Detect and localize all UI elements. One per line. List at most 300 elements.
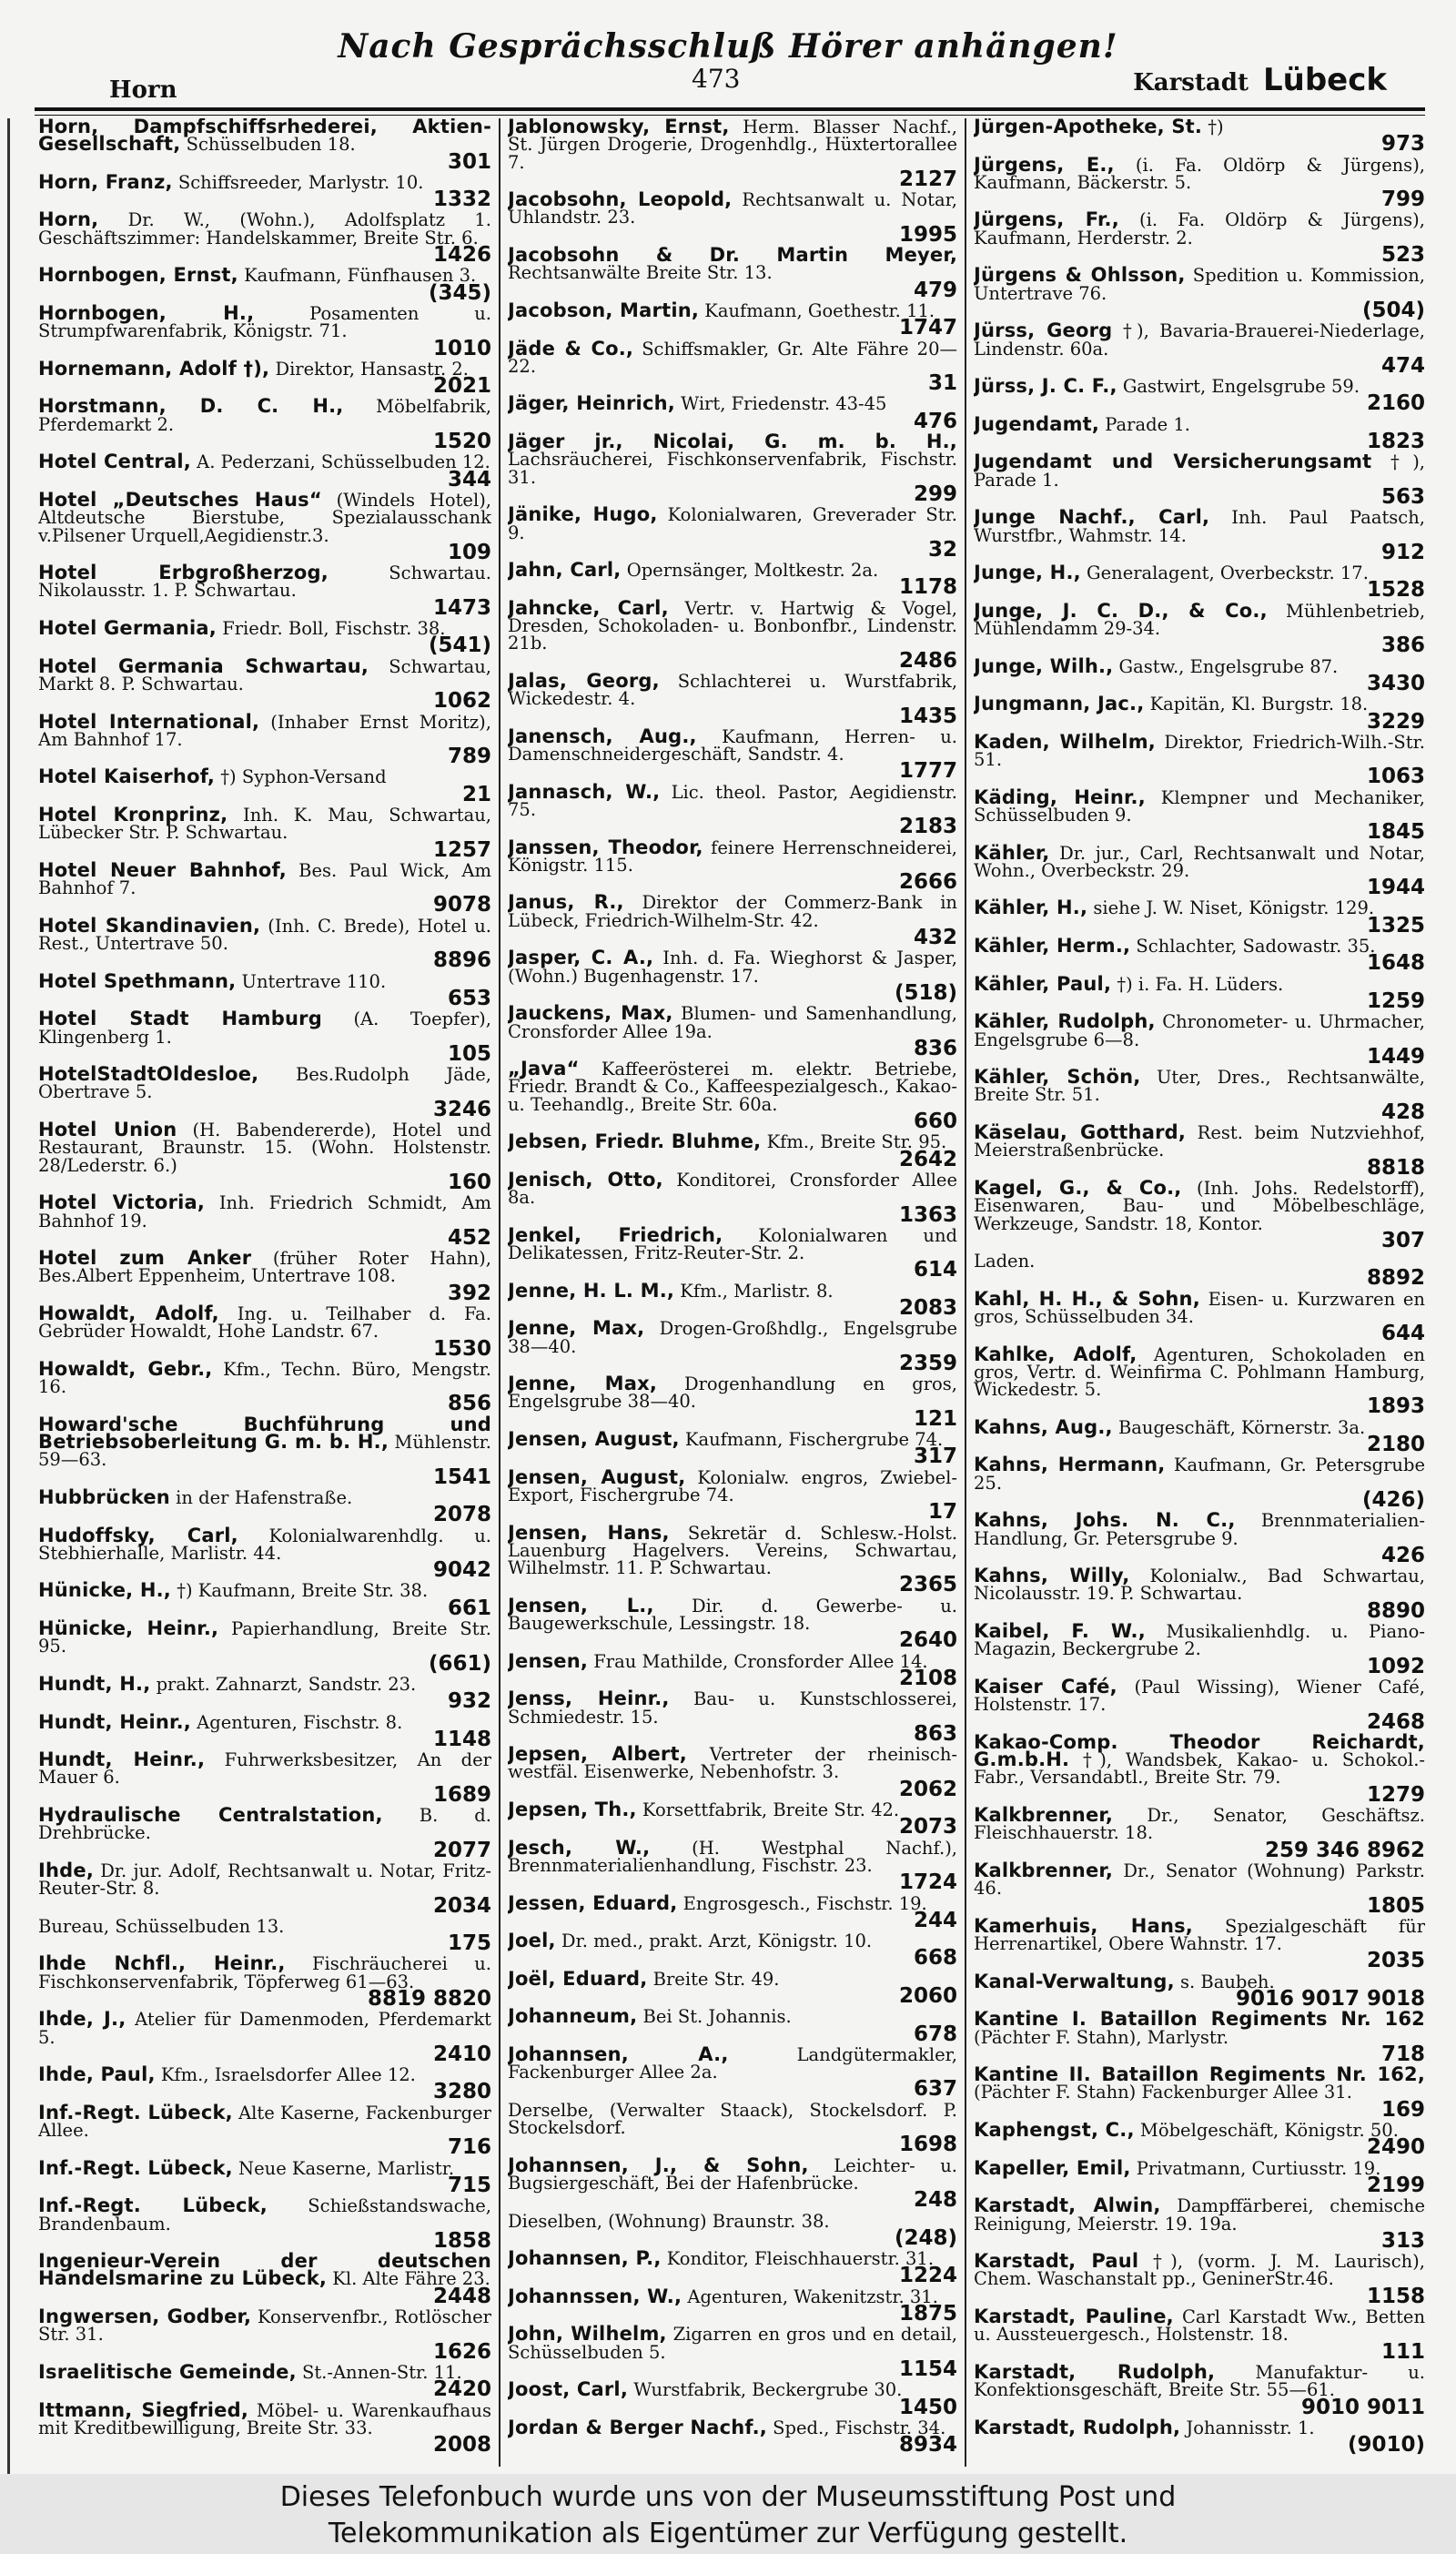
phone-number: 637 (913, 2077, 957, 2102)
entry-name: Kagel, G., & Co., (974, 1176, 1182, 1199)
directory-entry (508, 1223, 957, 1282)
directory-entry (38, 914, 491, 973)
phone-number: 836 (913, 1036, 957, 1060)
entry-name: Kähler, Schön, (974, 1066, 1141, 1089)
entry-body (508, 2042, 957, 2083)
entry-details: Sekretär d. Schlesw.-Holst. Lauenburg Hagelvers. Vereins, Schwartau, Wilhelmstr. 11. P. Schwartau. (508, 1522, 957, 1579)
phone-number-line (508, 1444, 957, 1469)
directory-entry (508, 392, 957, 433)
phone-number-line (508, 1258, 957, 1282)
entry-details: in der Hafenstraße. (176, 1486, 353, 1508)
phone-number: 1724 (898, 1870, 957, 1895)
entry-details: †), (vorm. J. M. Laurisch), Chem. Waschanstalt pp., GeninerStr.46. (974, 2251, 1425, 2290)
phone-number-line (508, 1666, 957, 1690)
entry-name: Jahncke, Carl, (508, 596, 669, 619)
entry-name: Kahns, Aug., (974, 1415, 1113, 1438)
entry-details: (Paul Wissing), Wiener Café, Holstenstr. 17. (974, 1676, 1425, 1716)
entry-details: Ing. u. Teilhaber d. Fa. Gebrüder Howaldt, Hohe Landstr. 67. (38, 1303, 491, 1343)
entry-details: Rest. beim Nutzviehhof, Meierstraßenbrücke. (974, 1122, 1425, 1161)
entry-name: Kahns, Johs. N. C., (974, 1509, 1236, 1532)
directory-entry (508, 2285, 957, 2326)
entry-details: Konservenfbr., Rotlöscher Str. 31. (38, 2306, 491, 2346)
entry-details: Uter, Dres., Rechtsanwälte, Breite Str. 51. (974, 1067, 1425, 1106)
phone-number: 1530 (432, 1336, 491, 1361)
phone-number-line (974, 353, 1425, 378)
phone-number-line (38, 1170, 491, 1194)
directory-entry (508, 2323, 957, 2381)
phone-number: 426 (1380, 1543, 1425, 1567)
phone-number: 932 (447, 1689, 491, 1714)
phone-number-line (38, 1097, 491, 1121)
phone-number-line (508, 1721, 957, 1746)
phone-number: 668 (913, 1946, 957, 1971)
phone-number: 2468 (1366, 1709, 1425, 1734)
entry-details: Bes. Paul Wick, Am Bahnhof 7. (38, 859, 491, 899)
entry-name: Hotel Victoria, (38, 1191, 206, 1214)
phone-number: 1363 (898, 1202, 957, 1227)
phone-number: (518) (894, 980, 957, 1005)
directory-entry (974, 412, 1425, 454)
entry-details: Vertr. v. Hartwig & Vogel, Dresden, Schokoladen- u. Bonbonfbr., Lindenstr. 21b. (508, 597, 957, 654)
phone-number: 3280 (432, 2080, 491, 2104)
phone-number-line (974, 1654, 1425, 1678)
directory-entry (508, 1317, 957, 1375)
phone-number-line (38, 1931, 491, 1956)
phone-number: 2060 (898, 1983, 957, 2008)
entry-body (974, 1675, 1425, 1716)
entry-details: (A. Toepfer), Klingenberg 1. (38, 1008, 491, 1048)
entry-details: Kaffeerösterei m. elektr. Betriebe, Friedr. Brandt & Co., Kaffeespezialgesch., Kakao- u. Teehandlg., Breite Str. 60a. (508, 1059, 957, 1115)
entry-details: Dampffärberei, chemische Reinigung, Meierstr. 19. 19a. (974, 2195, 1425, 2235)
entry-details: Schießstandswache, Brandenbaum. (38, 2195, 491, 2235)
directory-entry (508, 2005, 957, 2046)
entry-body (974, 118, 1425, 136)
phone-number: 1541 (432, 1464, 491, 1489)
phone-number: 1747 (898, 316, 957, 340)
directory-entry (974, 693, 1425, 734)
entry-details: s. Baubeh. (1179, 1971, 1275, 1992)
directory-entry (508, 1465, 957, 1525)
directory-entry (974, 1804, 1425, 1862)
phone-number: 2077 (432, 1838, 491, 1862)
entry-name: Karstadt, Rudolph, (974, 2416, 1181, 2438)
entry-body (38, 1247, 491, 1287)
entry-body (38, 1413, 491, 1471)
directory-entry (38, 170, 491, 212)
phone-number-line (508, 1296, 957, 1320)
phone-number-line (974, 2433, 1425, 2458)
phone-number: 244 (913, 1908, 957, 1932)
entry-details: Fischräucherei u. Fischkonservenfabrik, Töpferweg 61—63. (38, 1953, 491, 1992)
entry-details: Inh. d. Fa. Wieghorst & Jasper, (Wohn.) Bugenhagenstr. 17. (508, 948, 957, 987)
entry-name: Kantine II. Bataillon Regiments Nr. 162, (974, 2063, 1425, 2086)
entry-details: Direktor der Commerz-Bank in Lübeck, Friedrich-Wilhelm-Str. 42. (508, 892, 957, 931)
entry-name: Ihde, Paul, (38, 2063, 156, 2086)
directory-entry (974, 208, 1425, 268)
entry-body (508, 1687, 957, 1728)
directory-entry (974, 1970, 1425, 2011)
phone-number: 1858 (432, 2228, 491, 2253)
entry-body (974, 2156, 1425, 2179)
entry-name: Jablonowsky, Ernst, (508, 118, 730, 137)
directory-entry (38, 1859, 491, 1918)
entry-details: Kolonialw. engros, Zwiebel-Export, Fischergrube 74. (508, 1466, 957, 1505)
directory-entry (508, 1891, 957, 1932)
entry-name: Jürgens & Ohlsson, (974, 264, 1186, 287)
directory-entry (508, 596, 957, 673)
phone-number: 2180 (1366, 1433, 1425, 1457)
phone-number: 1698 (898, 2133, 957, 2157)
phone-number-line (974, 391, 1425, 416)
directory-entry (974, 1251, 1425, 1291)
entry-name: Junge Nachf., Carl, (974, 506, 1210, 529)
entry-name: Ingwersen, Godber, (38, 2306, 252, 2328)
entry-body (974, 972, 1425, 995)
phone-number-line (974, 1543, 1425, 1567)
phone-number-line (38, 633, 491, 658)
entry-body (38, 765, 491, 788)
entry-name: Kähler, Paul, (974, 972, 1112, 995)
phone-number: 1062 (432, 689, 491, 714)
entry-name: Kalkbrenner, (974, 1859, 1114, 1881)
entry-name: Jenne, Max, (508, 1317, 645, 1340)
entry-name: Kaphengst, C., (974, 2119, 1135, 2142)
phone-number: 2359 (898, 1351, 957, 1375)
entry-body (508, 669, 957, 710)
phone-number-line (974, 1394, 1425, 1419)
phone-number: 2127 (898, 167, 957, 191)
directory-entry (974, 2119, 1425, 2160)
header-rule-thin (35, 115, 1425, 116)
entry-body (974, 599, 1425, 640)
entry-details: Mühlenbetrieb, Mühlendamm 29-34. (974, 600, 1425, 640)
directory-entry (38, 118, 491, 174)
entry-name: Junge, J. C. D., & Co., (974, 599, 1268, 622)
entry-name: Hotel Kaiserhof, (38, 765, 216, 788)
phone-number: 3430 (1366, 671, 1425, 695)
entry-details: Neue Kaserne, Marlistr. (238, 2157, 455, 2179)
phone-number: 105 (447, 1041, 491, 1066)
entry-name: Hotel Stadt Hamburg (38, 1008, 322, 1030)
entry-body (974, 1509, 1425, 1549)
directory-entry (38, 969, 491, 1010)
entry-body (508, 1223, 957, 1264)
phone-number-line (974, 2395, 1425, 2419)
phone-number: 563 (1380, 484, 1425, 509)
directory-entry (508, 1373, 957, 1431)
entry-name: Ihde Nchfl., Heinr., (38, 1952, 286, 1975)
entry-name: Hornemann, Adolf †), (38, 357, 270, 380)
directory-entry (38, 1357, 491, 1416)
directory-entry (38, 1485, 491, 1527)
entry-name: Howaldt, Gebr., (38, 1357, 213, 1380)
directory-entry (974, 899, 1425, 935)
phone-number-line (508, 2433, 957, 2458)
phone-number-line (38, 2339, 491, 2364)
entry-name: Hotel Germania Schwartau, (38, 654, 369, 677)
phone-number-line (508, 222, 957, 247)
phone-number-line (38, 1689, 491, 1714)
directory-entry (974, 1454, 1425, 1512)
phone-number: 169 (1380, 2097, 1425, 2122)
entry-name: Kanal-Verwaltung, (974, 1970, 1175, 1992)
footer-line-1: Dieses Telefonbuch wurde uns von der Museumsstiftung Post und (279, 2481, 1177, 2513)
directory-entry (38, 2360, 491, 2402)
entry-body (974, 153, 1425, 193)
phone-number-line (974, 1709, 1425, 1734)
entry-name: Janus, R., (508, 891, 624, 914)
phone-number-line (508, 2356, 957, 2381)
entry-details: Möbelfabrik, Pferdemarkt 2. (38, 396, 491, 435)
directory-entry (974, 1509, 1425, 1567)
entry-name: Jensen, (508, 1649, 589, 1672)
entry-name: Johanneum, (508, 2005, 638, 2028)
directory-entry (38, 451, 491, 492)
entry-details: Manufaktur- u. Konfektionsgeschäft, Breite Str. 55—61. (974, 2361, 1425, 2401)
phone-number-line (974, 1986, 1425, 2011)
phone-number-line (508, 1202, 957, 1227)
entry-body (508, 1932, 957, 1950)
entry-details: Gastw., Engelsgrube 87. (1118, 655, 1339, 677)
entry-details: Zigarren en gros und en detail, Schüsselbuden 5. (508, 2324, 957, 2363)
directory-entry (38, 2063, 491, 2104)
directory-entry (508, 1594, 957, 1653)
entry-details: Dr. W., (Wohn.), Adolfsplatz 1. Geschäftszimmer: Handelskammer, Breite Str. 6. (38, 209, 491, 248)
entry-details: Kolonialwaren, Greverader Str. 9. (508, 504, 957, 543)
entry-name: Hotel Skandinavien, (38, 914, 261, 937)
header-rule (35, 107, 1425, 111)
directory-entry (508, 2247, 957, 2288)
phone-number-line (508, 537, 957, 562)
directory-entry (508, 337, 957, 396)
entry-body (974, 319, 1425, 360)
entry-body (974, 1415, 1425, 1438)
entry-name: Jacobson, Martin, (508, 299, 700, 321)
entry-details: A. Pederzani, Schüsselbuden 12. (197, 451, 490, 473)
entry-details: Klempner und Mechaniker, Schüsselbuden 9. (974, 786, 1425, 826)
entry-body (974, 2008, 1425, 2048)
phone-number: 1259 (1366, 988, 1425, 1013)
phone-number-line (508, 648, 957, 673)
entry-name: Inf.-Regt. Lübeck, (38, 2156, 233, 2179)
entry-name: Jürss, J. C. F., (974, 375, 1117, 398)
entry-name: Hotel International, (38, 710, 260, 733)
entry-name: Horn, Dampfschiffsrhederei, Aktien-Gesellschaft, (38, 118, 491, 156)
phone-number-line (974, 1598, 1425, 1623)
entry-body (508, 1891, 957, 1914)
phone-number-line (974, 540, 1425, 564)
phone-number-line (508, 575, 957, 600)
phone-number: 2642 (898, 1147, 957, 1171)
entry-details: Direktor, Hansastr. 2. (275, 358, 469, 380)
phone-number-line (974, 430, 1425, 454)
entry-details: Möbel- u. Warenkaufhaus mit Kreditbewilligung, Breite Str. 33. (38, 2399, 491, 2438)
entry-body (974, 695, 1425, 713)
entry-body (38, 1748, 491, 1789)
phone-number-line (974, 1949, 1425, 1973)
entry-name: Jasper, C. A., (508, 947, 654, 969)
phone-number: 317 (913, 1444, 957, 1469)
entry-name: Kähler, H., (974, 897, 1088, 919)
directory-entry (974, 319, 1425, 378)
directory-entry (974, 1565, 1425, 1623)
entry-name: Jänike, Hugo, (508, 503, 658, 526)
phone-number-line (38, 374, 491, 399)
entry-name: Kähler, Herm., (974, 935, 1131, 958)
directory-entry (508, 780, 957, 839)
phone-number: 121 (913, 1406, 957, 1431)
phone-number: 31 (927, 371, 957, 396)
directory-entry (974, 118, 1425, 157)
phone-number: 2008 (432, 2433, 491, 2458)
entry-name: Hünicke, Heinr., (38, 1617, 219, 1640)
entry-name: Hotel Germania, (38, 617, 217, 640)
entry-body (38, 2008, 491, 2048)
entry-name: Hudoffsky, Carl, (38, 1524, 238, 1546)
entry-details: Drogenhandlung en gros, Engelsgrube 38—40. (508, 1373, 957, 1413)
phone-number-line (38, 149, 491, 174)
phone-number: 2078 (432, 1503, 491, 1527)
entry-details: Wurstfabrik, Beckergrube 30. (633, 2379, 903, 2401)
entry-details: Schlachter, Sadowastr. 35. (1136, 936, 1376, 958)
entry-name: Jepsen, Albert, (508, 1743, 687, 1766)
phone-number: 2073 (898, 1815, 957, 1839)
phone-number-line (508, 1500, 957, 1525)
directory-entry (508, 947, 957, 1005)
phone-number-line (974, 1100, 1425, 1124)
entry-body (974, 899, 1425, 917)
phone-number-line (38, 2228, 491, 2253)
entry-body (508, 337, 957, 377)
phone-number-line (508, 980, 957, 1005)
directory-entry (508, 2099, 957, 2157)
entry-details: Dieselben, (Wohnung) Braunstr. 38. (508, 2210, 830, 2232)
entry-details: Schüsselbuden 18. (186, 134, 356, 156)
phone-number-line (38, 2042, 491, 2066)
directory-entry (974, 1415, 1425, 1457)
phone-number: 1257 (432, 837, 491, 862)
entry-name: Janssen, Theodor, (508, 836, 703, 858)
entry-body (974, 2308, 1425, 2344)
phone-number: 2108 (898, 1666, 957, 1690)
directory-entry (974, 785, 1425, 845)
entry-body (974, 1010, 1425, 1050)
phone-number: 1845 (1366, 820, 1425, 845)
entry-name: Hünicke, H., (38, 1579, 171, 1602)
directory-entry (974, 1914, 1425, 1973)
phone-number-line (508, 1908, 957, 1932)
directory-entry (38, 357, 491, 399)
entry-name: Hotel Union (38, 1119, 177, 1141)
phone-number-line (38, 467, 491, 492)
phone-number: 973 (1380, 132, 1425, 157)
entry-details: (i. Fa. Oldörp & Jürgens), Kaufmann, Herderstr. 2. (974, 209, 1425, 248)
entry-name: Howard'sche Buchführung und Betriebsoberleitung G. m. b. H., (38, 1413, 491, 1454)
directory-entry (508, 2378, 957, 2419)
entry-details: Musikalienhdlg. u. Piano-Magazin, Beckergrube 2. (974, 1621, 1425, 1660)
entry-details: Alte Kaserne, Fackenburger Allee. (38, 2102, 491, 2142)
directory-entry (508, 669, 957, 728)
phone-number: 9010 9011 (1300, 2395, 1425, 2419)
entry-body (508, 1060, 957, 1113)
phone-number: 2160 (1366, 391, 1425, 416)
phone-number-line (974, 298, 1425, 322)
entry-body (38, 1121, 491, 1174)
phone-number: 8819 8820 (367, 1986, 491, 2011)
entry-details: siehe J. W. Niset, Königstr. 129. (1093, 897, 1375, 919)
entry-name: Jensen, August, (508, 1465, 686, 1488)
entry-details: feinere Herrenschneiderei, Königstr. 115. (508, 836, 957, 876)
phone-number-line (508, 2133, 957, 2157)
entry-name: Jensen, August, (508, 1428, 680, 1451)
phone-number-line (38, 837, 491, 862)
phone-number: 2183 (898, 815, 957, 839)
phone-number-line (974, 2173, 1425, 2197)
directory-entry (974, 2194, 1425, 2253)
phone-number: 2021 (432, 374, 491, 399)
entry-body (508, 836, 957, 876)
phone-number: 2199 (1366, 2173, 1425, 2197)
directory-entry (508, 2042, 957, 2102)
phone-number: 1823 (1366, 430, 1425, 454)
phone-number-line (974, 820, 1425, 845)
phone-number-line (38, 1558, 491, 1583)
phone-number-line (974, 243, 1425, 268)
entry-name: Junge, H., (974, 562, 1081, 584)
entry-details: Dir. d. Gewerbe- u. Baugewerkschule, Lessingstr. 18. (508, 1595, 957, 1635)
directory-entry (38, 1524, 491, 1583)
phone-number: (426) (1361, 1487, 1425, 1512)
directory-entry (38, 2250, 491, 2308)
directory-entry (974, 1176, 1425, 1252)
entry-name: Hornbogen, Ernst, (38, 264, 238, 287)
phone-number-line (38, 280, 491, 305)
entry-body (38, 1010, 491, 1046)
directory-entry (974, 1859, 1425, 1918)
phone-number: 386 (1380, 633, 1425, 658)
entry-name: Kapeller, Emil, (974, 2156, 1131, 2179)
phone-number-line (508, 481, 957, 506)
entry-name: Karstadt, Pauline, (974, 2306, 1174, 2328)
phone-number-line (508, 1110, 957, 1134)
entry-body (508, 2285, 957, 2307)
entry-name: Kakao-Comp. Theodor Reichardt, G.m.b.H. (974, 1730, 1425, 1771)
entry-name: „Java“ (508, 1058, 580, 1080)
phone-number: 912 (1380, 540, 1425, 564)
phone-number-line (508, 1777, 957, 1801)
entry-body (974, 208, 1425, 248)
phone-number: 1995 (898, 222, 957, 247)
directory-entry (974, 1675, 1425, 1734)
phone-number: 1063 (1366, 765, 1425, 789)
entry-body (974, 841, 1425, 881)
phone-number-line (38, 1727, 491, 1751)
entry-details: Eisen- u. Kurzwaren en gros, Schüsselbuden 34. (974, 1288, 1425, 1327)
phone-number: 1473 (432, 595, 491, 620)
directory-entry (38, 1413, 491, 1489)
entry-details: Fuhrwerksbesitzer, An der Mauer 6. (38, 1749, 491, 1789)
entry-name: Jenss, Heinr., (508, 1687, 670, 1710)
entry-body (974, 453, 1425, 489)
entry-name: Hotel Spethmann, (38, 969, 237, 992)
phone-number-line (974, 187, 1425, 212)
entry-name: Jannasch, W., (508, 780, 661, 803)
phone-number-line (508, 1147, 957, 1171)
entry-body (974, 1287, 1425, 1327)
entry-body (38, 1710, 491, 1733)
directory-entry (508, 1058, 957, 1134)
phone-number: 2486 (898, 648, 957, 673)
